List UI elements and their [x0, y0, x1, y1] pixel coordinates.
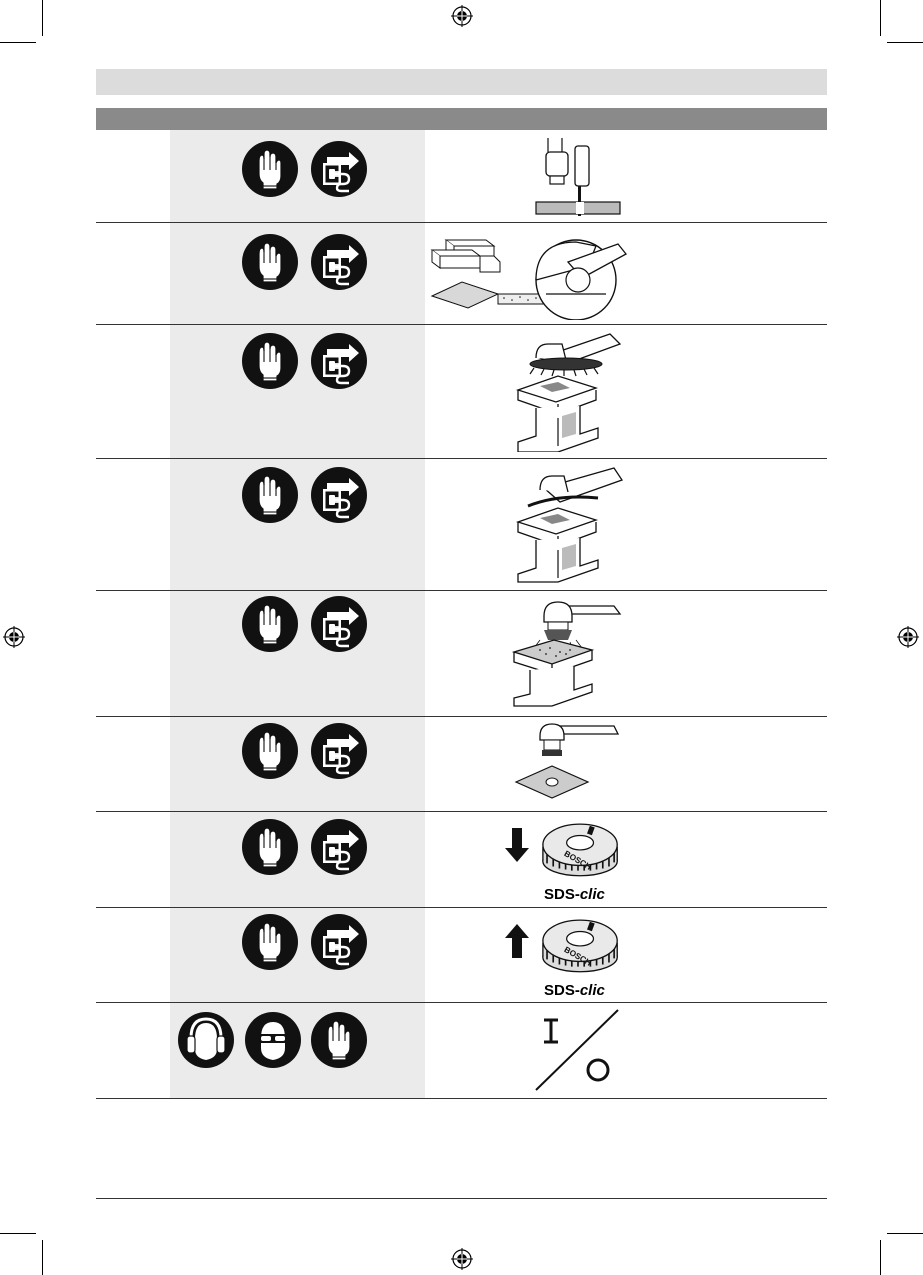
unplug-icon [311, 596, 367, 652]
sds-label-prefix: SDS- [544, 886, 580, 903]
sds-label-prefix: SDS- [544, 982, 580, 999]
ear-protection-icon [178, 1012, 234, 1068]
unplug-icon [311, 723, 367, 779]
row-divider [96, 458, 827, 459]
cutting-depth-illustration [530, 134, 630, 216]
unplug-icon [311, 819, 367, 875]
unplug-icon [311, 141, 367, 197]
wire-cup-brush-illustration [500, 596, 630, 708]
crop-mark [0, 42, 36, 43]
header-band [96, 69, 827, 95]
crop-mark [0, 1233, 36, 1234]
row-divider [96, 716, 827, 717]
roughing-steel-illustration [500, 328, 630, 452]
crop-mark [42, 0, 43, 36]
sds-clic-nut-illustration [536, 820, 620, 884]
unplug-icon [311, 914, 367, 970]
gloves-icon [242, 819, 298, 875]
crop-mark [880, 0, 881, 36]
unplug-icon [311, 467, 367, 523]
sds-label-suffix: clic [579, 982, 605, 999]
section-band [96, 108, 827, 130]
cutting-stone-illustration [428, 232, 628, 320]
gloves-icon [242, 723, 298, 779]
sds-clic-label [544, 982, 605, 999]
arrow-up-icon [505, 924, 529, 958]
eye-protection-icon [245, 1012, 301, 1068]
gloves-icon [242, 141, 298, 197]
row-divider [96, 1002, 827, 1003]
gloves-icon [242, 234, 298, 290]
crop-mark [42, 1240, 43, 1275]
crop-mark [887, 42, 923, 43]
footer-divider [96, 1198, 827, 1199]
gloves-icon [242, 596, 298, 652]
row-divider [96, 590, 827, 591]
sds-label-suffix: clic [579, 886, 605, 903]
on-off-switch-illustration [532, 1006, 624, 1094]
row-divider [96, 222, 827, 223]
row-divider [96, 907, 827, 908]
sanding-disc-illustration [510, 720, 622, 806]
registration-mark-icon [897, 626, 919, 648]
sds-clic-label [544, 886, 605, 903]
flap-disc-illustration [500, 462, 630, 586]
sds-clic-nut-illustration [536, 916, 620, 980]
gloves-icon [242, 467, 298, 523]
gloves-icon [311, 1012, 367, 1068]
registration-mark-icon [3, 626, 25, 648]
row-divider [96, 324, 827, 325]
crop-mark [880, 1240, 881, 1275]
gloves-icon [242, 333, 298, 389]
gloves-icon [242, 914, 298, 970]
registration-mark-icon [451, 1248, 473, 1270]
row-divider [96, 1098, 827, 1099]
unplug-icon [311, 333, 367, 389]
arrow-down-icon [505, 828, 529, 862]
row-divider [96, 811, 827, 812]
registration-mark-icon [451, 5, 473, 27]
unplug-icon [311, 234, 367, 290]
crop-mark [887, 1233, 923, 1234]
